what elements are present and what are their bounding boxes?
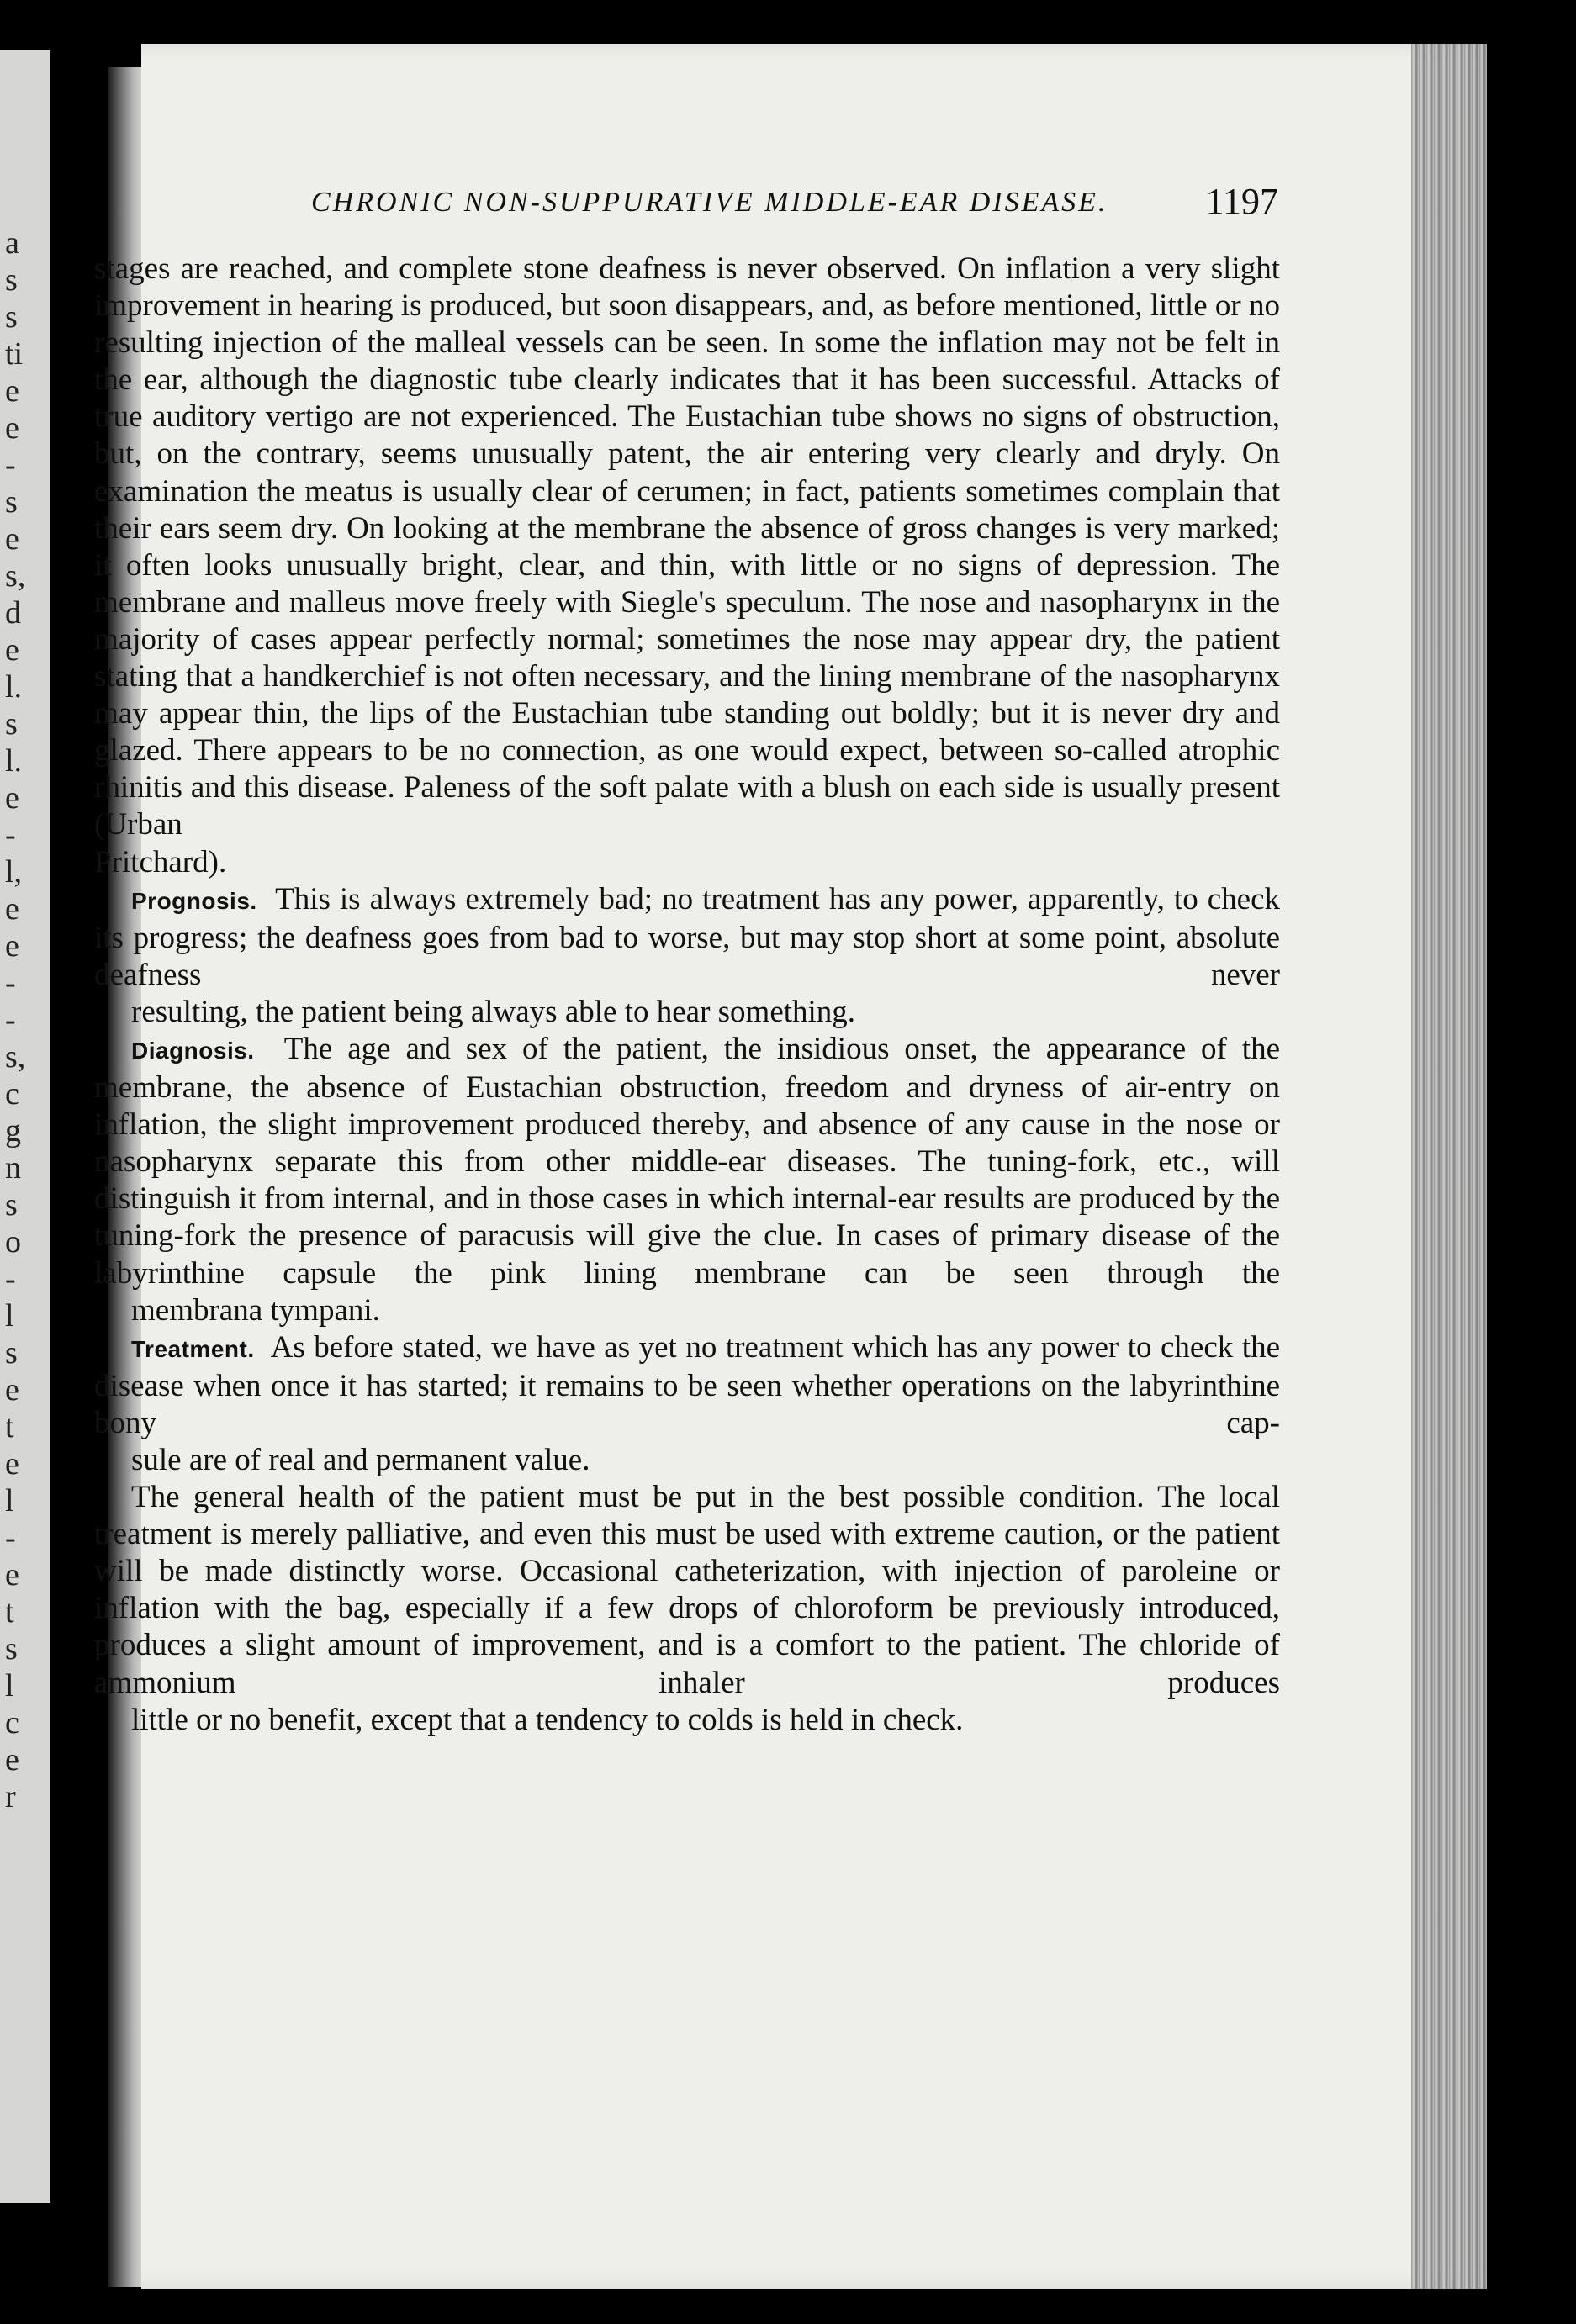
diagnosis-heading: Diagnosis.: [131, 1037, 255, 1064]
facing-page-fragment: e: [5, 891, 19, 927]
facing-page-fragment: s: [5, 706, 18, 742]
prognosis-last-line: resulting, the patient being always able to hear something.: [131, 994, 856, 1029]
treatment-last-line: sule are of real and permanent value.: [131, 1443, 590, 1477]
prognosis-heading: Prognosis.: [131, 887, 257, 914]
facing-page-fragment: e: [5, 928, 19, 964]
facing-page-fragment: -: [5, 965, 16, 1001]
facing-page-fragment: e: [5, 410, 19, 446]
treatment-text: As before stated, we have as yet no treatment which has any power to check the disease when once it has started; it remains to be seen whether operations on the labyrinthine bony cap-: [94, 1329, 1280, 1440]
facing-page-fragment: e: [5, 521, 19, 557]
facing-page-fragment: s,: [5, 558, 26, 594]
diagnosis-text: The age and sex of the patient, the insidious onset, the appearance of the membrane, the absence of Eustachian obstruction, freedom and dryness of air-entry on inflation, the slight improvement produced thereby, and absence of any cause in the nose or nasopharynx separate this from other middle-ear diseases. The tuning-fork, etc., will distinguish it from internal, and in those cases in which internal-ear results are produced by the tuning-fork the presence of paracusis will give the clue. In cases of primary disease of the labyrinthine capsule the pink lining membrane can be seen through the: [94, 1031, 1280, 1291]
facing-page-fragment: c: [5, 1076, 19, 1112]
facing-page-fragment: e: [5, 1557, 19, 1592]
facing-page-fragment: d: [5, 595, 21, 631]
facing-page-fragment: e: [5, 1742, 19, 1777]
facing-page-fragment: s: [5, 1631, 18, 1666]
prognosis-paragraph: [94, 881, 1280, 1031]
facing-page-fragment: t: [5, 1594, 14, 1629]
facing-page-fragment: e: [5, 373, 19, 409]
running-header: [168, 177, 1287, 227]
facing-page-fragment: -: [5, 1261, 16, 1297]
facing-page-fragment: -: [5, 1002, 16, 1038]
prognosis-text: This is always extremely bad; no treatment has any power, apparently, to check its progress; the deafness goes from bad to worse, but may stop short at some point, absolute deafness never: [94, 881, 1280, 992]
facing-page-fragment: c: [5, 1705, 19, 1740]
general-health-paragraph: [94, 1479, 1280, 1739]
intro-text: stages are reached, and complete stone deafness is never observed. On inflation a very slight improvement in hearing is produced, but soon disappears, and, as before mentioned, little or no resulting injection of the malleal vessels can be seen. In some the inflation may not be felt in the ear, although the diagnostic tube clearly indicates that it has been successful. Attacks of true auditory vertigo are not experienced. The Eustachian tube shows no signs of obstruction, but, on the contrary, seems unusually patent, the air entering very clearly and dryly. On examination the meatus is usually clear of cerumen; in fact, patients sometimes complain that their ears seem dry. On looking at the membrane the absence of gross changes is very marked; it often looks unusually bright, clear, and thin, with little or no signs of depression. The membrane and malleus move freely with Siegle's speculum. The nose and nasopharynx in the majority of cases appear perfectly normal; sometimes the nose may appear dry, the patient stating that a handkerchief is not often necessary, and the lining membrane of the nasopharynx may appear thin, the lips of the Eustachian tube standing out boldly; but it is never dry and glazed. There appears to be no connection, as one would expect, between so-called atrophic rhinitis and this disease. Paleness of the soft palate with a blush on each side is usually present (Urban: [94, 251, 1280, 842]
general-health-text: The general health of the patient must be put in the best possible condition. The local treatment is merely palliative, and even this must be used with extreme caution, or the patient will be made distinctly worse. Occasional catheterization, with injection of paroleine or inflation with the bag, especially if a few drops of chloroform be previously introduced, produces a slight amount of improvement, and is a comfort to the patient. The chloride of ammonium inhaler produces: [94, 1480, 1280, 1700]
facing-page-fragment: a: [5, 225, 19, 261]
facing-page-fragment: s,: [5, 1039, 26, 1075]
facing-page-fragment: l: [5, 1668, 14, 1703]
facing-page-fragment: s: [5, 262, 18, 298]
facing-page-fragment: o: [5, 1224, 21, 1260]
diagnosis-last-line: membrana tympani.: [131, 1292, 380, 1328]
treatment-paragraph: [94, 1329, 1280, 1479]
facing-page-fragment: r: [5, 1779, 16, 1814]
facing-page-fragment: l,: [5, 854, 23, 890]
facing-page-fragment: -: [5, 447, 16, 483]
intro-last-line: Pritchard).: [94, 844, 227, 879]
facing-page-fragment: l.: [5, 743, 23, 779]
facing-page-fragment: e: [5, 1446, 19, 1482]
facing-page-fragment: g: [5, 1113, 21, 1149]
treatment-heading: Treatment.: [131, 1335, 255, 1362]
facing-page-fragment: s: [5, 1187, 18, 1223]
running-title: CHRONIC NON-SUPPURATIVE MIDDLE-EAR DISEASE.: [311, 187, 1108, 218]
intro-paragraph: [94, 251, 1280, 881]
facing-page-fragment: -: [5, 1520, 16, 1555]
facing-page-fragment: ti: [5, 336, 24, 372]
facing-page-fragment: l: [5, 1483, 14, 1519]
page-number: 1197: [1205, 181, 1278, 222]
page-stack-edge: [1411, 44, 1487, 2289]
general-health-last-line: little or no benefit, except that a tendency to colds is held in check.: [131, 1702, 964, 1737]
body-text: [94, 251, 1280, 1739]
facing-page-edge: [0, 50, 50, 2203]
facing-page-fragment: s: [5, 1335, 18, 1371]
facing-page-fragment: e: [5, 780, 19, 816]
facing-page-fragment: s: [5, 484, 18, 520]
facing-page-fragment: n: [5, 1150, 21, 1186]
facing-page-fragment: -: [5, 817, 16, 853]
facing-page-fragment: l.: [5, 669, 23, 705]
facing-page-fragment: s: [5, 299, 18, 335]
facing-page-fragment: l: [5, 1298, 14, 1334]
facing-page-fragment: t: [5, 1409, 14, 1445]
facing-page-fragment: e: [5, 1372, 19, 1408]
facing-page-fragment: e: [5, 632, 19, 668]
diagnosis-paragraph: [94, 1031, 1280, 1329]
